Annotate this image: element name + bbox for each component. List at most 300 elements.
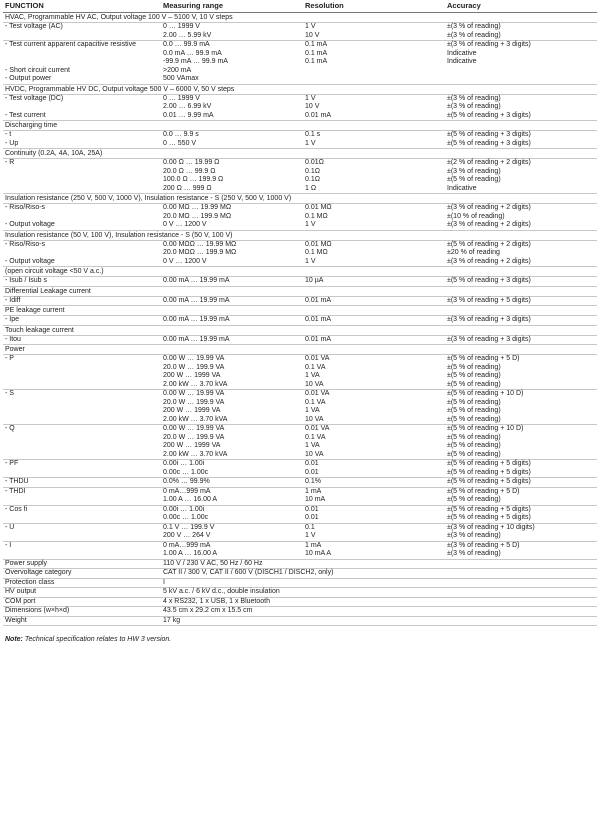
cell-line: 0.1Ω (305, 167, 320, 175)
cell-range (163, 75, 305, 84)
cell-function: - R (5, 159, 15, 166)
cell-line: ±(5 % of reading + 3 digits) (447, 139, 531, 147)
table-row (3, 598, 597, 608)
cell-line: 0 V … 1200 V (163, 221, 207, 228)
table-row (3, 316, 597, 326)
cell-range (163, 316, 305, 325)
cell-function: - PF (5, 460, 19, 467)
cell-range (163, 542, 305, 559)
section-heading: Discharging time (3, 121, 597, 131)
cell-line: 500 VAmax (163, 75, 199, 82)
cell-range (163, 506, 305, 523)
table-row (3, 258, 597, 268)
cell-resolution (305, 488, 447, 505)
cell-accuracy (447, 478, 597, 487)
cell-line: ±(5 % of reading + 10 D) (447, 390, 524, 397)
cell-line: ±(5 % of reading + 10 D) (447, 425, 524, 432)
table-row (3, 336, 597, 346)
cell-function: - Output power (5, 75, 52, 82)
section-heading: PE leakage current (3, 306, 597, 316)
cell-accuracy (447, 221, 597, 230)
cell-accuracy (447, 488, 597, 505)
section-heading: Power (3, 345, 597, 355)
cell-line: 0.00i … 1.00i (163, 460, 205, 467)
cell-line: ±(3 % of reading) (447, 532, 501, 539)
cell-resolution (305, 67, 447, 76)
cell-function: - THDI (5, 487, 26, 495)
cell-line (447, 560, 597, 569)
cell-line: 20.0 W … 199.9 VA (163, 398, 225, 406)
cell-function: - Riso/Riso-s (5, 204, 46, 211)
table-row (3, 297, 597, 307)
cell-accuracy (447, 588, 597, 597)
table-row (3, 41, 597, 67)
cell-resolution (305, 560, 447, 569)
table-row (3, 478, 597, 488)
cell-function: - THDU (5, 478, 29, 485)
cell-function: - Idiff (5, 296, 21, 304)
cell-accuracy (447, 95, 597, 112)
header-range: Measuring range (163, 0, 224, 10)
cell-accuracy (447, 579, 597, 588)
table-row (3, 131, 597, 140)
cell-function: - Up (5, 139, 19, 147)
cell-range (163, 579, 305, 588)
cell-function: - U (5, 523, 15, 531)
cell-line (447, 579, 597, 588)
cell-accuracy (447, 41, 597, 67)
cell-accuracy (447, 569, 597, 578)
cell-function: - Ipe (5, 316, 20, 323)
cell-line: 10 mA (305, 496, 326, 503)
section-heading: (open circuit voltage <50 V a.c.) (3, 267, 597, 277)
cell-line: 0.0 … 99.9 mA (163, 41, 210, 48)
note-label: Note: (5, 636, 23, 643)
cell-function: - Riso/Riso-s (5, 240, 46, 248)
spec-table (3, 0, 597, 645)
cell-line: 1 VA (305, 407, 320, 414)
cell-accuracy (447, 598, 597, 607)
cell-line: 1 V (305, 221, 316, 228)
cell-accuracy (447, 524, 597, 541)
cell-line: ±(5 % of reading + 5 digits) (447, 505, 531, 513)
cell-line: 1.00 A … 16.00 A (163, 550, 218, 557)
cell-function: - Test voltage (AC) (5, 23, 63, 30)
section-heading: Continuity (0.2A, 4A, 10A, 25A) (3, 149, 597, 159)
cell-resolution (305, 75, 447, 84)
cell-line: ±(5 % of reading + 5 digits) (447, 468, 531, 476)
cell-line: 0.01 (305, 505, 319, 513)
cell-line: 0.01 mA (305, 296, 332, 304)
cell-line: ±(5 % of reading) (447, 450, 501, 458)
cell-accuracy (447, 131, 597, 140)
cell-line: 0.00 mA … 19.99 mA (163, 335, 230, 343)
cell-line: ±(10 % of reading) (447, 212, 505, 220)
cell-line: CAT II / 300 V, CAT II / 600 V (DISCH1 / DISCH2, only) (163, 569, 334, 576)
cell-line: 0.01 (305, 514, 319, 521)
cell-function: - I (5, 541, 12, 549)
cell-line: 0.00 W … 19.99 VA (163, 425, 225, 432)
cell-line: ±(3 % of reading + 3 digits) (447, 316, 531, 323)
cell-range (163, 23, 305, 40)
cell-line: 200 W … 1999 VA (163, 372, 221, 379)
cell-resolution (305, 159, 447, 193)
cell-line: ±(3 % of reading) (447, 31, 501, 39)
cell-line: 200 W … 1999 VA (163, 442, 221, 449)
section-heading: Touch leakage current (3, 326, 597, 336)
table-row (3, 67, 597, 76)
cell-resolution (305, 390, 447, 424)
cell-line: 0.1 VA (305, 433, 326, 441)
cell-line: 1 V (305, 94, 316, 102)
table-row (3, 390, 597, 425)
cell-line: ±(2 % of reading + 2 digits) (447, 159, 531, 166)
cell-accuracy (447, 140, 597, 149)
cell-line (305, 607, 447, 616)
cell-line (447, 75, 597, 84)
cell-range (163, 277, 305, 286)
cell-function: HV output (5, 588, 37, 595)
cell-line: 1 Ω (305, 184, 317, 192)
table-row (3, 524, 597, 542)
cell-line: 0.1 VA (305, 398, 326, 406)
cell-range (163, 159, 305, 193)
cell-line: ±(5 % of reading) (447, 433, 501, 441)
cell-resolution (305, 355, 447, 389)
cell-line: ±(5 % of reading) (447, 442, 501, 449)
cell-accuracy (447, 617, 597, 626)
cell-line: 1 VA (305, 442, 320, 449)
cell-line: 0.01 MΩ (305, 204, 332, 211)
cell-line: 0.00i … 1.00i (163, 505, 205, 513)
cell-range (163, 355, 305, 389)
cell-line (447, 569, 597, 578)
cell-line (305, 579, 447, 588)
cell-line: 0.1% (305, 478, 321, 485)
cell-line: ±(5 % of reading + 5 digits) (447, 514, 531, 521)
cell-line: ±(3 % of reading + 10 digits) (447, 523, 535, 531)
cell-range (163, 241, 305, 258)
cell-function: - Test voltage (DC) (5, 94, 64, 102)
cell-accuracy (447, 112, 597, 121)
cell-line: 110 V / 230 V AC, 50 Hz / 60 Hz (163, 559, 263, 567)
cell-function: - Output voltage (5, 257, 55, 265)
cell-function: Weight (5, 616, 27, 624)
cell-resolution (305, 131, 447, 140)
section-heading: Differential Leakage current (3, 287, 597, 297)
cell-resolution (305, 23, 447, 40)
cell-function: - t (5, 131, 12, 138)
header-function: FUNCTION (5, 0, 44, 10)
cell-accuracy (447, 159, 597, 193)
cell-line: 0.01 mA (305, 316, 332, 323)
cell-line: 200 V … 264 V (163, 532, 211, 539)
table-row (3, 241, 597, 258)
cell-line: 10 VA (305, 415, 324, 423)
cell-line (447, 588, 597, 597)
cell-resolution (305, 316, 447, 325)
cell-accuracy (447, 75, 597, 84)
cell-accuracy (447, 336, 597, 345)
cell-resolution (305, 241, 447, 258)
cell-line (305, 560, 447, 569)
cell-range (163, 204, 305, 221)
table-row (3, 23, 597, 41)
table-row (3, 460, 597, 478)
cell-range (163, 221, 305, 230)
cell-line: 0.1 mA (305, 58, 328, 65)
table-row (3, 112, 597, 122)
cell-line: ±(5 % of reading + 3 digits) (447, 277, 531, 284)
cell-line: 0 mA…999 mA (163, 541, 211, 549)
cell-line: 0 … 550 V (163, 139, 197, 147)
cell-line: 2.00 … 5.99 kV (163, 31, 212, 39)
table-row (3, 588, 597, 598)
cell-line: 1 V (305, 532, 316, 539)
cell-line: 0.00 MΩ … 19.99 MΩ (163, 204, 232, 211)
cell-line: 2.00 kW … 3.70 kVA (163, 415, 228, 423)
cell-line: 10 µA (305, 277, 324, 284)
cell-resolution (305, 425, 447, 459)
cell-function: - P (5, 355, 14, 362)
table-row (3, 579, 597, 589)
cell-range (163, 112, 305, 121)
cell-line: 0.01Ω (305, 159, 324, 166)
section-heading: HVAC, Programmable HV AC, Output voltage 100 V – 5100 V, 10 V steps (3, 13, 597, 23)
cell-line: ±(5 % of reading) (447, 496, 501, 503)
cell-line: ±(3 % of reading + 2 digits) (447, 221, 531, 228)
cell-line: ±(5 % of reading + 3 digits) (447, 111, 531, 119)
cell-line: 1 V (305, 139, 316, 147)
cell-line: ±(5 % of reading) (447, 415, 501, 423)
cell-line: 0.1 (305, 523, 315, 531)
cell-line: 0 … 1999 V (163, 23, 200, 30)
cell-line: 4 x RS232, 1 x USB, 1 x Bluetooth (163, 597, 271, 605)
cell-range (163, 488, 305, 505)
cell-function: - Test current (5, 111, 46, 119)
table-row (3, 607, 597, 617)
cell-line: ±(3 % of reading + 2 digits) (447, 257, 531, 265)
table-row (3, 277, 597, 287)
cell-resolution (305, 41, 447, 67)
cell-line (305, 569, 447, 578)
cell-line (447, 617, 597, 626)
cell-line: 0.01 (305, 468, 319, 476)
cell-range (163, 569, 334, 578)
cell-function: Power supply (5, 559, 48, 567)
cell-line: ±(5 % of reading) (447, 176, 501, 183)
cell-line: -99.9 mA … 99.9 mA (163, 58, 228, 65)
cell-resolution (305, 542, 447, 559)
cell-resolution (305, 598, 447, 607)
cell-resolution (305, 506, 447, 523)
table-row (3, 506, 597, 524)
cell-line: 0.01 MΩ (305, 240, 332, 248)
cell-line: 17 kg (163, 616, 181, 624)
cell-accuracy (447, 241, 597, 258)
cell-function: Protection class (5, 578, 55, 586)
cell-line: Indicative (447, 49, 477, 57)
cell-range (163, 67, 305, 76)
cell-line: ±(5 % of reading) (447, 398, 501, 406)
cell-line: 43.5 cm x 29.2 cm x 15.5 cm (163, 607, 253, 614)
cell-line: 200 W … 1999 VA (163, 407, 221, 414)
cell-line: 10 VA (305, 380, 324, 388)
cell-line: 0.01 mA (305, 111, 332, 119)
cell-line: 20.0 W … 199.9 VA (163, 433, 225, 441)
cell-line: 10 mA A (305, 550, 332, 557)
table-body (3, 13, 597, 626)
table-row (3, 617, 597, 627)
cell-line: 10 V (305, 103, 320, 110)
cell-range (163, 390, 305, 424)
cell-resolution (305, 588, 447, 597)
cell-line: 1 mA (305, 487, 322, 495)
cell-line: 0.00 mA … 19.99 mA (163, 316, 230, 323)
cell-line: 0.00 W … 19.99 VA (163, 390, 225, 397)
table-row (3, 159, 597, 194)
cell-line: 0.01 VA (305, 390, 330, 397)
cell-line: ±20 % of reading (447, 249, 500, 256)
table-header (3, 0, 597, 13)
cell-function: COM port (5, 597, 36, 605)
table-row (3, 204, 597, 221)
table-row (3, 221, 597, 231)
cell-range (163, 588, 305, 597)
cell-line: ±(5 % of reading + 2 digits) (447, 240, 531, 248)
cell-line: 1.00 A … 16.00 A (163, 496, 218, 503)
cell-line: 100.0 Ω … 199.9 Ω (163, 176, 224, 183)
cell-accuracy (447, 506, 597, 523)
cell-accuracy (447, 607, 597, 616)
cell-resolution (305, 607, 447, 616)
cell-accuracy (447, 258, 597, 267)
cell-line (447, 598, 597, 607)
cell-accuracy (447, 425, 597, 459)
cell-resolution (305, 569, 447, 578)
cell-line: ±(5 % of reading + 5 digits) (447, 478, 531, 485)
cell-line: ±(3 % of reading + 5 D) (447, 541, 520, 549)
footnote (3, 636, 597, 645)
cell-line: ±(3 % of reading + 2 digits) (447, 204, 531, 211)
cell-line: ±(3 % of reading) (447, 103, 501, 110)
cell-function: - Itou (5, 335, 21, 343)
cell-line: 20.0 MΩΩ … 199.9 MΩ (163, 249, 237, 256)
cell-line (305, 67, 447, 76)
cell-resolution (305, 579, 447, 588)
cell-line: 0.00c … 1.00c (163, 468, 209, 476)
cell-line: 0.00 MΩΩ … 19.99 MΩ (163, 240, 237, 248)
cell-line: 0.01 VA (305, 425, 330, 432)
table-row (3, 425, 597, 460)
cell-line: 0.01 … 9.99 mA (163, 111, 214, 119)
cell-line: 5 kV a.c. / 6 kV d.c., double insulation (163, 588, 280, 595)
cell-accuracy (447, 316, 597, 325)
cell-line: 0.1Ω (305, 176, 320, 183)
cell-line (447, 607, 597, 616)
cell-line: 200 Ω … 999 Ω (163, 184, 212, 192)
cell-function: - Output voltage (5, 221, 55, 228)
cell-line: 1 VA (305, 372, 320, 379)
cell-resolution (305, 524, 447, 541)
cell-range (163, 617, 305, 626)
cell-accuracy (447, 297, 597, 306)
cell-range (163, 41, 305, 67)
cell-line: ±(3 % of reading) (447, 167, 501, 175)
cell-resolution (305, 112, 447, 121)
cell-range (163, 425, 305, 459)
cell-line: 0.00 mA … 19.99 mA (163, 296, 230, 304)
cell-resolution (305, 204, 447, 221)
cell-line: ±(3 % of reading + 3 digits) (447, 41, 531, 48)
cell-line: 0.0 … 9.9 s (163, 131, 199, 138)
cell-accuracy (447, 355, 597, 389)
cell-accuracy (447, 460, 597, 477)
table-row (3, 560, 597, 570)
cell-resolution (305, 460, 447, 477)
section-heading: HVDC, Programmable HV DC, Output voltage 500 V – 6000 V, 50 V steps (3, 85, 597, 95)
cell-line: 0.00 Ω … 19.99 Ω (163, 159, 220, 166)
cell-accuracy (447, 390, 597, 424)
cell-line: 0.00 mA … 19.99 mA (163, 277, 230, 284)
cell-line: I (163, 578, 165, 586)
cell-line: 0.01 VA (305, 355, 330, 362)
cell-line (305, 617, 447, 626)
cell-range (163, 524, 305, 541)
cell-function: - Short circuit current (5, 66, 70, 74)
cell-range (163, 607, 305, 616)
cell-line: 0.1 mA (305, 41, 328, 48)
cell-function: - Test current apparent capacitive resistive (5, 41, 136, 48)
cell-line: ±(5 % of reading) (447, 372, 501, 379)
cell-range (163, 140, 305, 149)
cell-line: 0.0% … 99.9% (163, 478, 210, 485)
cell-line: 2.00 … 6.99 kV (163, 103, 212, 110)
cell-resolution (305, 277, 447, 286)
table-row (3, 569, 597, 579)
cell-line: Indicative (447, 184, 477, 192)
cell-line: 0.1 V … 199.9 V (163, 523, 215, 531)
cell-accuracy (447, 23, 597, 40)
cell-line: 0.00 W … 19.99 VA (163, 355, 225, 362)
cell-line (447, 67, 597, 76)
cell-range (163, 95, 305, 112)
cell-line: ±(5 % of reading) (447, 380, 501, 388)
cell-line: ±(5 % of reading) (447, 407, 501, 414)
cell-line: 0.01 mA (305, 335, 332, 343)
cell-resolution (305, 221, 447, 230)
cell-line: ±(5 % of reading) (447, 363, 501, 371)
section-heading: Insulation resistance (250 V, 500 V, 1000 V), Insulation resistance - S (250 V, 500 V, 1000 V) (3, 194, 597, 204)
header-accuracy: Accuracy (447, 0, 481, 10)
table-row (3, 140, 597, 150)
table-row (3, 488, 597, 506)
cell-line: ±(3 % of reading + 5 digits) (447, 296, 531, 304)
cell-line: 20.0 W … 199.9 VA (163, 363, 225, 371)
cell-range (163, 131, 305, 140)
cell-line: ±(3 % of reading) (447, 550, 501, 557)
cell-accuracy (447, 560, 597, 569)
cell-resolution (305, 95, 447, 112)
cell-function: - Isub / Isub s (5, 277, 48, 284)
cell-line: ±(5 % of reading + 5 D) (447, 355, 520, 362)
cell-resolution (305, 297, 447, 306)
cell-line: 0.1 s (305, 131, 321, 138)
cell-function: - Cos fi (5, 505, 28, 513)
cell-range (163, 258, 305, 267)
table-row (3, 542, 597, 560)
cell-resolution (305, 617, 447, 626)
